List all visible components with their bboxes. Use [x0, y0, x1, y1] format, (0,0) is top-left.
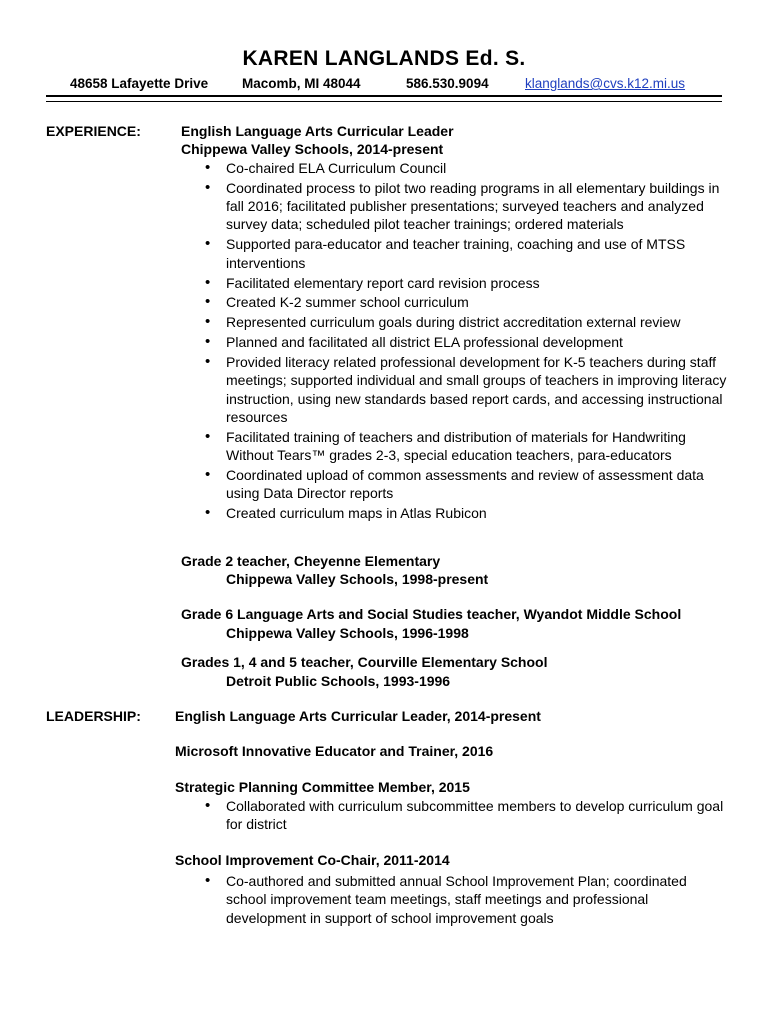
job-bullets [205, 159, 730, 524]
job-org: Chippewa Valley Schools, 2014-present [181, 141, 444, 157]
header-rule [46, 95, 722, 97]
experience-label: EXPERIENCE: [46, 123, 141, 139]
list-item: • Coordinated upload of common assessments and review of assessment data using Data Director reports [205, 466, 730, 503]
leadership-label: LEADERSHIP: [46, 708, 141, 724]
list-item: • Collaborated with curriculum subcommittee members to develop curriculum goal for district [205, 797, 730, 834]
list-item: • Represented curriculum goals during district accreditation external review [205, 313, 730, 331]
header-rule-thin [46, 101, 722, 102]
list-item: • Facilitated training of teachers and distribution of materials for Handwriting Without Tears™ grades 2-3, special education teachers, para-educators [205, 428, 730, 465]
list-item: • Supported para-educator and teacher training, coaching and use of MTSS interventions [205, 235, 730, 272]
list-item: • Created K-2 summer school curriculum [205, 293, 730, 311]
leadership-bullets [205, 797, 730, 835]
list-item: • Provided literacy related professional development for K-5 teachers during staff meetings; supported individual and small groups of teachers in improving literacy instruction, using new standards based report cards, and accessing instructional resources [205, 353, 730, 426]
list-item: • Created curriculum maps in Atlas Rubicon [205, 504, 730, 522]
leadership-item: Strategic Planning Committee Member, 2015 [175, 779, 470, 795]
leadership-bullets [205, 872, 730, 928]
list-item: • Facilitated elementary report card revision process [205, 274, 730, 292]
leadership-item: School Improvement Co-Chair, 2011-2014 [175, 852, 450, 868]
candidate-name: KAREN LANGLANDS Ed. S. [242, 47, 526, 70]
address: 48658 Lafayette Drive [70, 76, 209, 91]
list-item: • Coordinated process to pilot two reading programs in all elementary buildings in fall 2016; facilitated publisher presentations; surveyed teachers and analyzed survey data; scheduled pilot teacher trainings; ordered materials [205, 179, 730, 234]
job-title: English Language Arts Curricular Leader [181, 123, 454, 139]
list-item: • Planned and facilitated all district ELA professional development [205, 333, 730, 351]
phone: 586.530.9094 [406, 76, 489, 91]
job-org: Chippewa Valley Schools, 1996-1998 [226, 625, 469, 641]
city: Macomb, MI 48044 [242, 76, 361, 91]
job-title: Grade 6 Language Arts and Social Studies teacher, Wyandot Middle School [181, 606, 682, 622]
job-title: Grade 2 teacher, Cheyenne Elementary [181, 553, 441, 569]
list-item: • Co-chaired ELA Curriculum Council [205, 159, 730, 177]
leadership-item: Microsoft Innovative Educator and Trainer, 2016 [175, 743, 494, 759]
list-item: • Co-authored and submitted annual School Improvement Plan; coordinated school improvement team meetings, staff meetings and professional development in support of school improvement goals [205, 872, 730, 927]
email-link[interactable]: klanglands@cvs.k12.mi.us [525, 76, 686, 91]
job-org: Chippewa Valley Schools, 1998-present [226, 571, 489, 587]
job-title: Grades 1, 4 and 5 teacher, Courville Elementary School [181, 654, 548, 670]
job-org: Detroit Public Schools, 1993-1996 [226, 673, 451, 689]
leadership-item: English Language Arts Curricular Leader, 2014-present [175, 708, 541, 724]
